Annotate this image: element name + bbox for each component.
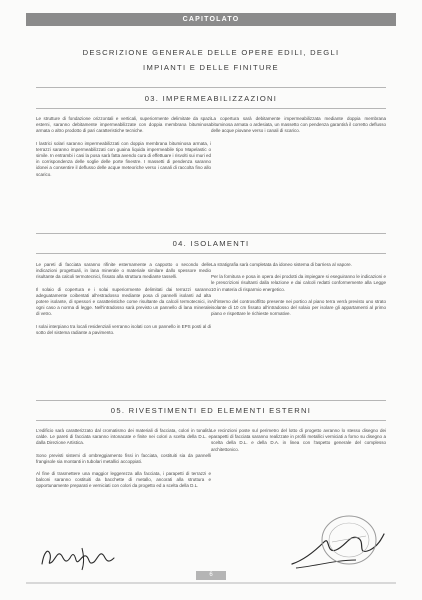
section-right-column <box>211 262 386 323</box>
paragraph: Le strutture di fondazione orizzontali e verticali, superiormente delimitate da spazi esterni, saranno debitamente impermeabilizzate con doppia membrana bituminosa armata o altro prodotto di pari caratteristiche tecniche. <box>36 116 211 134</box>
document-title <box>40 45 382 75</box>
paragraph: Le pareti di facciata saranno rifinite esternamente a cappotto o secondo delle indicazioni progettuali, in lana minerale o materiale similare dallo spessore medio risultante da calcoli termotecnici, fissato alla struttura mediante tasselli. <box>36 262 211 280</box>
page-number: 6 <box>196 571 226 580</box>
paragraph: Il solaio di copertura e i solai superiormente delimitati dai terrazzi saranno adeguatamente coibentati all'estradosso mediante posa di pannelli isolanti ad alta potere isolante, di spessori e caratteristiche come risultante da calcoli termotecnici, in ogni caso a norma di legge. Nell'intradosso sarà previsto un pannello di lana minerale di vetro. <box>36 286 211 317</box>
section-left-column <box>36 262 211 342</box>
paragraph: Sono previsti sistemi di ombreggiamento fissi in facciata, costituiti sia da pannelli frangisole sia montanti in tubolari metallici accoppiati. <box>36 452 211 464</box>
paragraph: All'interno del controsoffitto presente nei portico al piano terra verrà previsto uno strato isolante di 10 cm fissato all'intradosso del solaio per isolare gli appartamenti al primo piano e rispettare le richieste normative. <box>211 298 386 317</box>
section-rule <box>36 253 386 254</box>
paragraph: La stratigrafia sarà completata da idoneo sistema di barriera al vapore. <box>211 262 352 267</box>
header-band: CAPITOLATO <box>26 13 396 26</box>
section-rule <box>36 420 386 421</box>
document-title-line: IMPIANTI E DELLE FINITURE <box>143 63 279 72</box>
section-right-column <box>211 428 386 459</box>
section-left-column <box>36 116 211 184</box>
paragraph: Al fine di trasmettere una maggior leggerezza alla facciata, i parapetti di terrazzi e balconi saranno costituiti da bacchette di metallo, ancorati alla struttura e opportunamente preparati e verniciati con colori da progetto ed a scelta della D.L. <box>36 471 211 489</box>
section-title: 05. RIVESTIMENTI ED ELEMENTI ESTERNI <box>110 406 312 415</box>
paragraph: I lastrici solari saranno impermeabilizzati con doppia membrana bituminosa armata, i terrazzi saranno impermeabilizzati con guaina liquida impermeabile tipo Mapelastic o simile. In entrambi i casi la posa sarà fatta avendo cura di effettuare i risvolti sui muri ed in corrispondenza delle soglie delle porte finestre. I massetti di pendenza saranno idonei a consentire il deflusso delle acque meteoriche verso i canali di raccolta fino allo scarico. <box>36 140 211 177</box>
handwritten-signature-left <box>38 542 128 572</box>
document-title-line: DESCRIZIONE GENERALE DELLE OPERE EDILI, DEGLI <box>82 48 340 57</box>
section-rule <box>36 87 386 88</box>
paragraph: La copertura sarà debitamente impermeabilizzata mediante doppia membrana bituminosa armata o ardesiata, un massetto con pendenza garantirà il corretto deflusso delle acque piovane verso i canali di scarico. <box>211 116 386 134</box>
section-left-column <box>36 428 211 496</box>
paragraph: I solai interpiano tra locali residenziali verranno isolati con un pannello in EPS posti al di sotto del sistema radiante a pavimento. <box>36 323 211 335</box>
section-title: 04. ISOLAMENTI <box>172 239 250 248</box>
paragraph: Le recinzioni poste sul perimetro del lotto di progetto avranno lo stesso disegno dei parapetti di facciata saranno realizzate in profili metallici verniciati a forno su disegno a scelta della D.L. e della D.A. in linea con l'aspetto generale del complesso architettonico. <box>211 428 386 452</box>
paragraph: L'edificio sarà caratterizzato dal cromatismo dei materiali di facciata, colori in tonalità calde. Le pareti di facciata saranno intonacate e finite nei colori a scelta della D.L. e dalla Direzione Artistica. <box>36 428 211 446</box>
footer-bar <box>26 582 396 584</box>
section-rule <box>36 400 386 401</box>
official-stamp <box>318 512 380 568</box>
section-rule <box>36 233 386 234</box>
section-rule <box>36 108 386 109</box>
section-title: 03. IMPERMEABILIZZAZIONI <box>144 94 278 103</box>
paragraph: Per la fornitura e posa in opera dei prodotti da impiegare si eseguiranno le indicazioni e le prescrizioni risultanti dalla relazione e dai calcoli redatti conformemente alla Legge 10 in materia di risparmio energetico. <box>211 274 386 292</box>
section-right-column <box>211 116 386 141</box>
